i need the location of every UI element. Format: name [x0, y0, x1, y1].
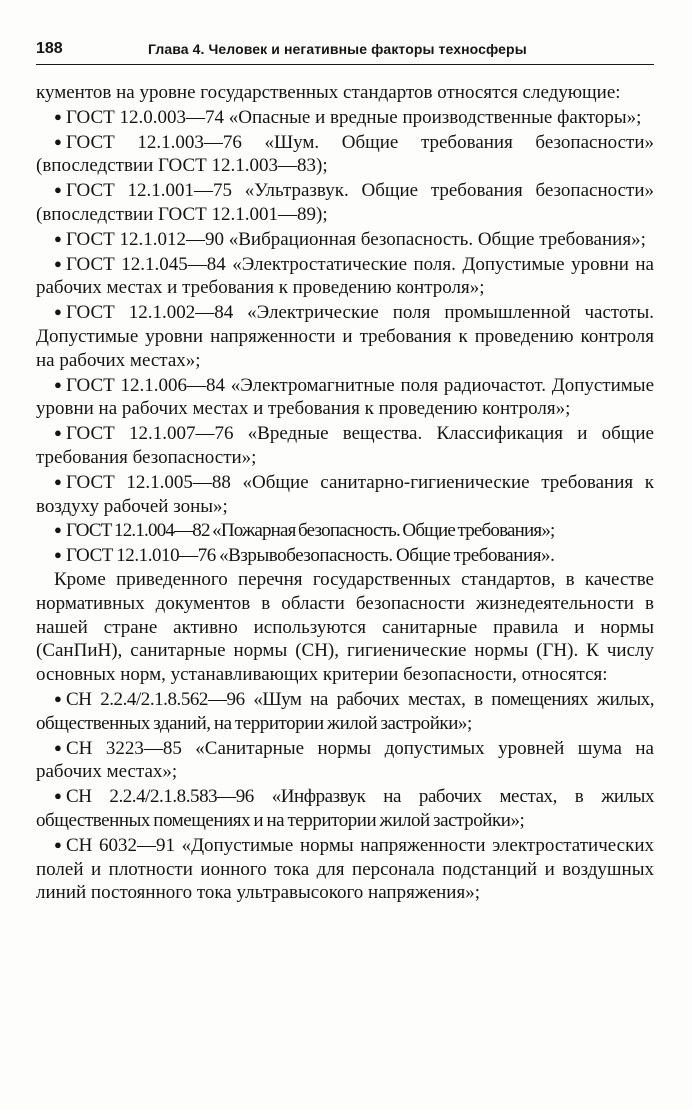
- bullet-icon: ●: [54, 304, 62, 320]
- bullet-icon: ●: [54, 690, 62, 706]
- list-item: [36, 178, 654, 227]
- bullet-icon: ●: [54, 836, 62, 852]
- list-item-text: ГОСТ 12.1.002—84 «Электрические поля промышленной частоты. Допустимые уровни напряженности и требования к проведению контроля на рабочих местах»;: [36, 302, 654, 371]
- sn-list: [36, 687, 654, 905]
- list-item-text: ГОСТ 12.1.005—88 «Общие санитарно-гигиенические требования к воздуху рабочей зоны»;: [36, 471, 654, 517]
- list-item: [36, 736, 654, 785]
- running-title: Глава 4. Человек и негативные факторы техносферы: [148, 41, 527, 57]
- list-item: [36, 687, 654, 736]
- list-item-text: ГОСТ 12.1.003—76 «Шум. Общие требования безопасности» (впоследствии ГОСТ 12.1.003—83);: [36, 131, 654, 177]
- list-item-text: ГОСТ 12.1.006—84 «Электромагнитные поля радиочастот. Допустимые уровни на рабочих местах и требования к проведению контроля»;: [36, 374, 654, 420]
- page-body: [36, 81, 654, 905]
- bullet-icon: ●: [54, 182, 62, 198]
- list-item: [36, 252, 654, 301]
- list-item: [36, 105, 654, 130]
- list-item-text: ГОСТ 12.1.010—76 «Взрывобезопасность. Общие требования».: [66, 545, 555, 567]
- list-item-text: ГОСТ 12.0.003—74 «Опасные и вредные производственные факторы»;: [66, 106, 642, 128]
- list-item: [36, 373, 654, 422]
- list-item-text: ГОСТ 12.1.001—75 «Ультразвук. Общие требования безопасности» (впоследствии ГОСТ 12.1.001—89);: [36, 180, 654, 225]
- intro-text: кументов на уровне государственных стандартов относятся следующие:: [36, 82, 621, 103]
- bullet-icon: ●: [54, 133, 62, 149]
- list-item: [36, 518, 654, 543]
- bullet-icon: ●: [54, 473, 62, 489]
- bullet-icon: ●: [54, 108, 62, 124]
- list-item-text: СН 2.2.4/2.1.8.562—96 «Шум на рабочих местах, в помещениях жилых, общественных зданий, на территории жилой застройки»;: [36, 688, 654, 734]
- bullet-icon: ●: [54, 425, 62, 441]
- list-item-text: СН 6032—91 «Допустимые нормы напряженности электростатических полей и плотности ионного тока для персонала подстанций и воздушных линий постоянного тока ультравысокого напряжения»;: [36, 834, 654, 904]
- list-item: [36, 227, 654, 252]
- list-item-text: ГОСТ 12.1.004—82 «Пожарная безопасность. Общие требования»;: [66, 520, 555, 542]
- list-item-text: СН 3223—85 «Санитарные нормы допустимых уровней шума на рабочих местах»;: [36, 737, 654, 783]
- list-item-text: ГОСТ 12.1.045—84 «Электростатические поля. Допустимые уровни на рабочих местах и требования к проведению контроля»;: [36, 253, 654, 299]
- page-number: 188: [36, 40, 63, 57]
- list-item: [36, 300, 654, 372]
- list-item: [36, 470, 654, 519]
- bullet-icon: ●: [54, 230, 62, 246]
- bullet-icon: ●: [54, 376, 62, 392]
- list-item-text: ГОСТ 12.1.012—90 «Вибрационная безопасность. Общие требования»;: [66, 228, 646, 250]
- list-item: [36, 833, 654, 905]
- body-paragraph: Кроме приведенного перечня государственных стандартов, в качестве нормативных документов в области безопасности жизнедеятельности в нашей стране активно используются санитарные правила и нормы (СанПиН), санитарные нормы (СН), гигиенические нормы (ГН). К числу основных норм, устанавливающих критерии безопасности, относятся:: [36, 568, 654, 686]
- page-header: [36, 38, 654, 65]
- list-item: [36, 784, 654, 833]
- bullet-icon: ●: [54, 788, 62, 804]
- list-item-text: СН 2.2.4/2.1.8.583—96 «Инфразвук на рабочих местах, в жилых общественных помещениях и на территории жилой застройки»;: [36, 786, 654, 831]
- gost-list: [36, 105, 654, 568]
- bullet-icon: ●: [54, 547, 62, 563]
- bullet-icon: ●: [54, 255, 62, 271]
- list-item: [36, 130, 654, 179]
- bullet-icon: ●: [54, 522, 62, 538]
- list-item-text: ГОСТ 12.1.007—76 «Вредные вещества. Классификация и общие требования безопасности»;: [36, 423, 654, 468]
- bullet-icon: ●: [54, 739, 62, 755]
- list-item: [36, 421, 654, 470]
- list-item: [36, 543, 654, 568]
